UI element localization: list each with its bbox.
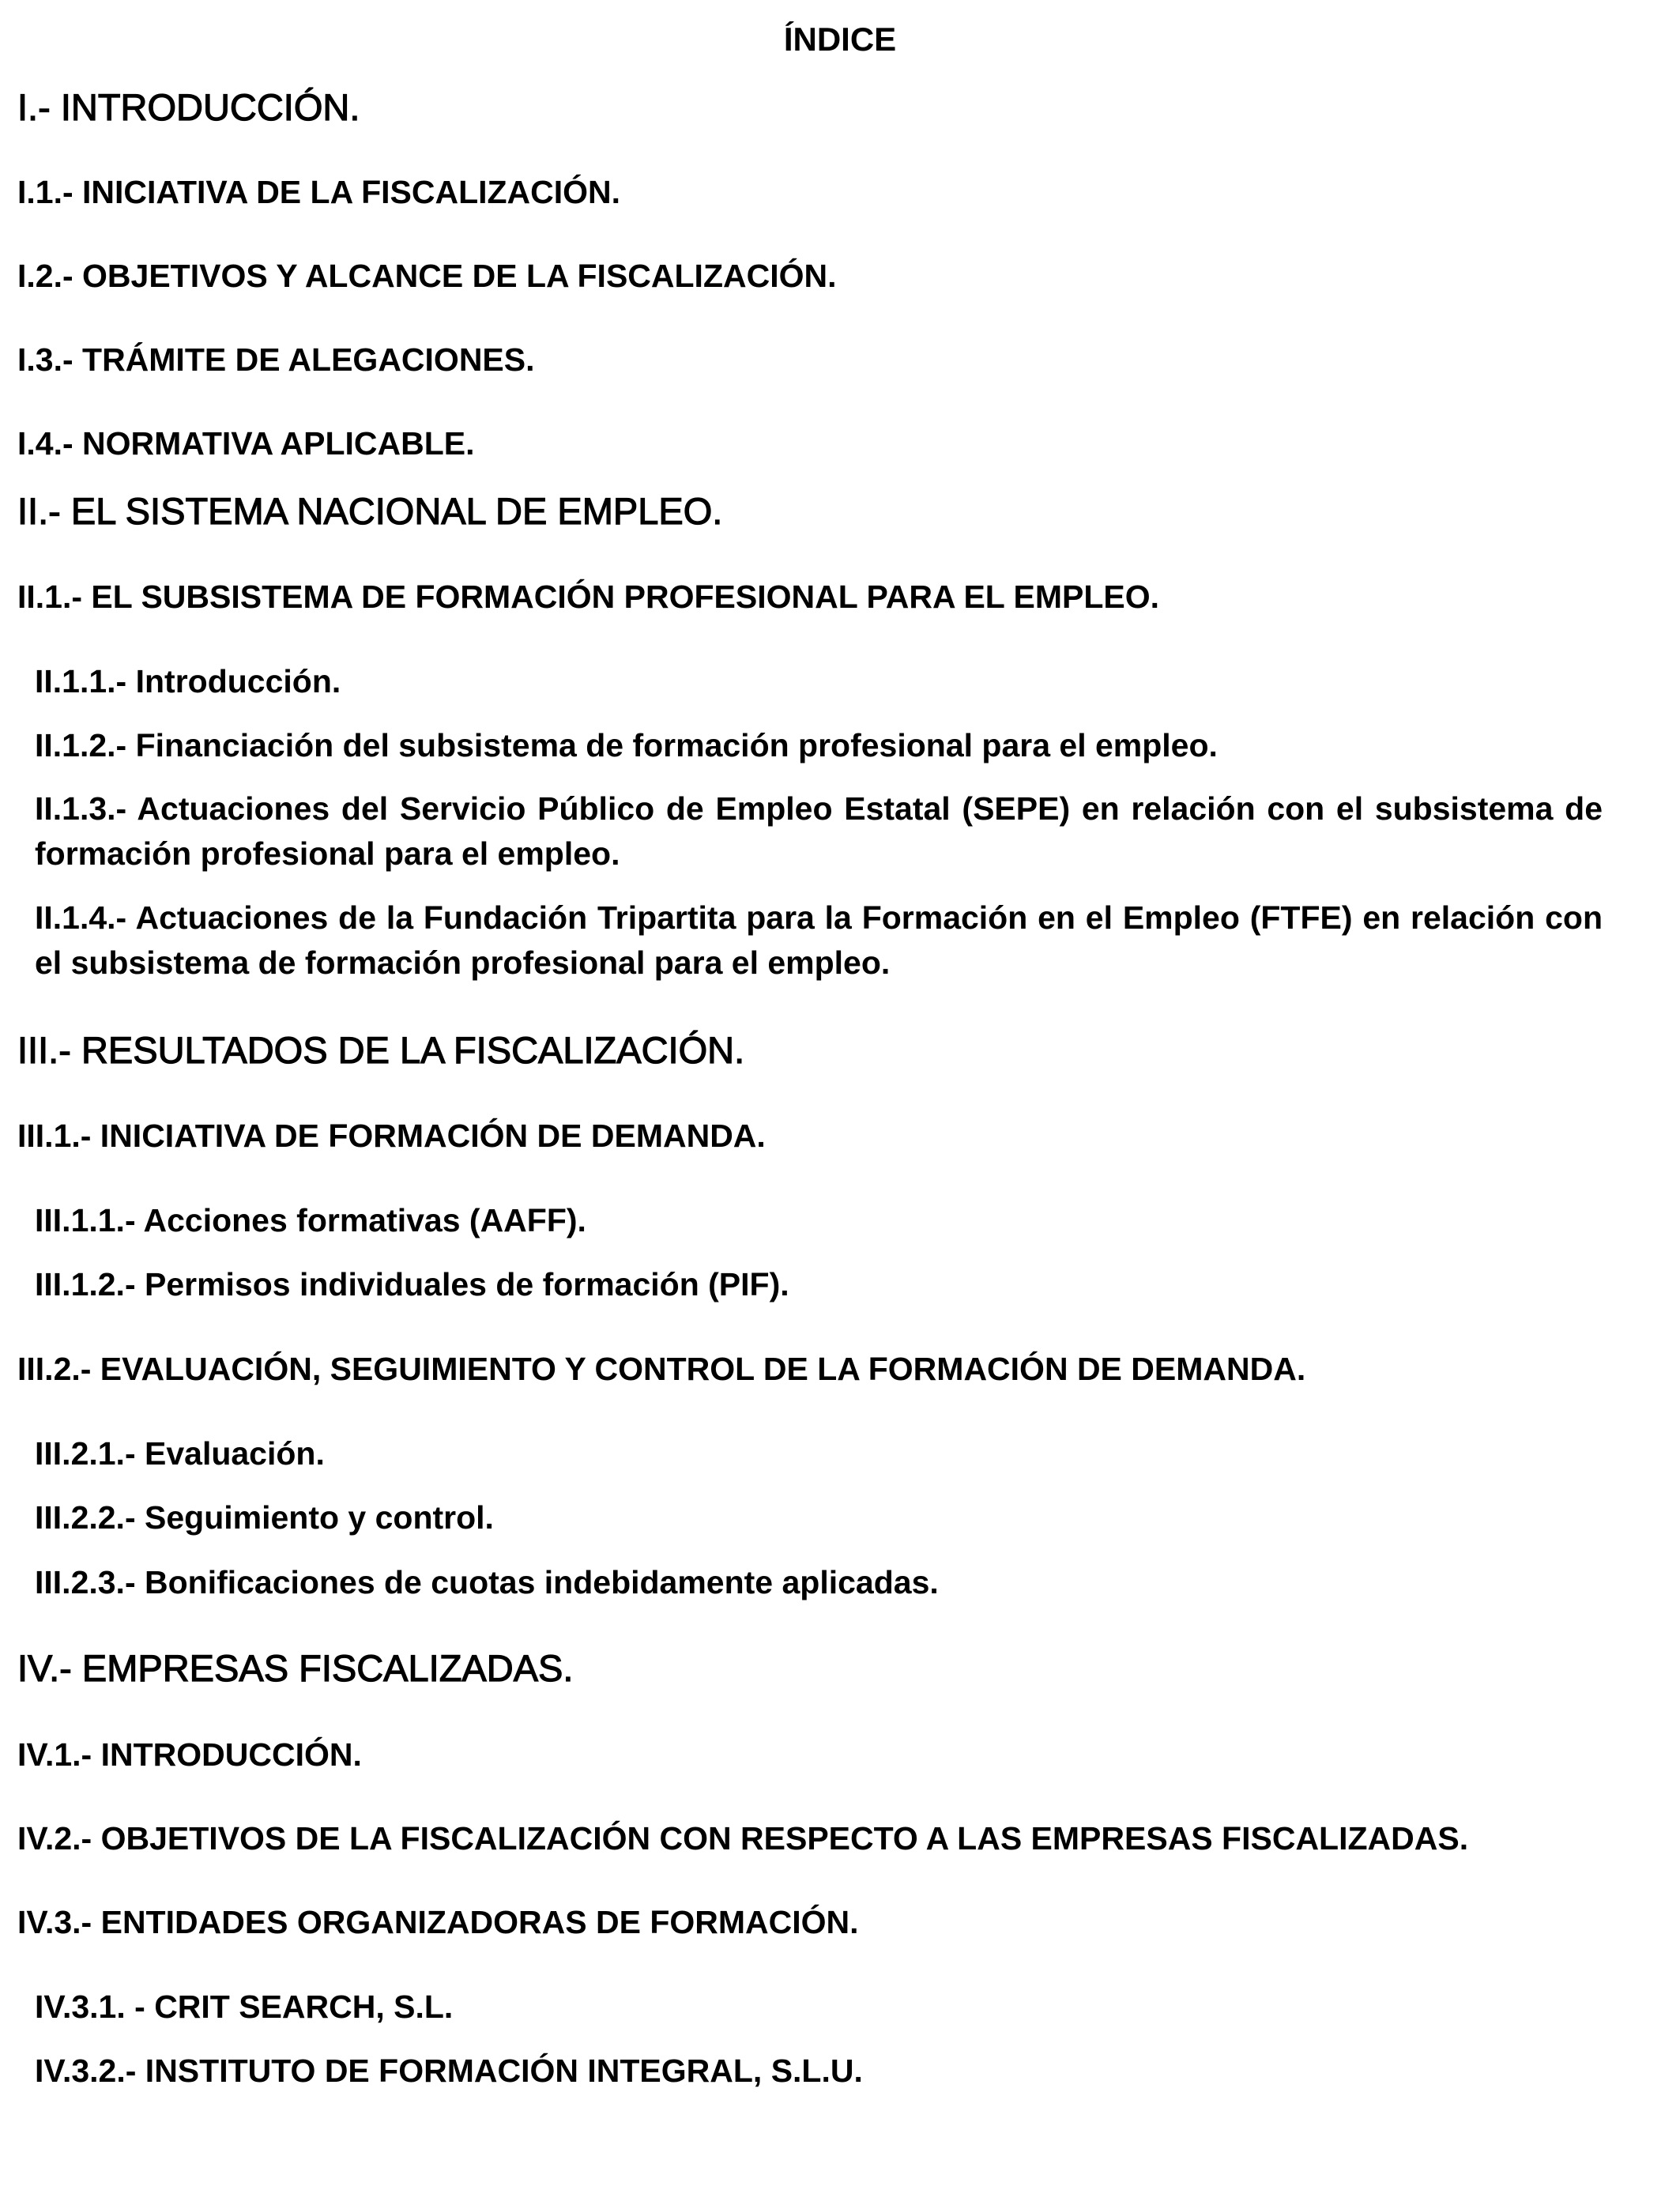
- toc-subsection-entry: I.3.- TRÁMITE DE ALEGACIONES.: [17, 341, 535, 378]
- index-title: ÍNDICE: [783, 21, 897, 58]
- toc-section-heading: III.- RESULTADOS DE LA FISCALIZACIÓN.: [17, 1029, 745, 1071]
- toc-subsection-entry: II.1.- EL SUBSISTEMA DE FORMACIÓN PROFESIONAL PARA EL EMPLEO.: [17, 579, 1160, 615]
- toc-subsection-entry: I.1.- INICIATIVA DE LA FISCALIZACIÓN.: [17, 174, 621, 210]
- toc-item-entry: III.2.2.- Seguimiento y control.: [35, 1499, 494, 1536]
- toc-section-heading: IV.- EMPRESAS FISCALIZADAS.: [17, 1647, 574, 1689]
- toc-section-heading: I.- INTRODUCCIÓN.: [17, 86, 360, 128]
- toc-item-entry: II.1.3.- Actuaciones del Servicio Público de Empleo Estatal (SEPE) en relación con el subsistema de formación profesional para el empleo.: [35, 790, 1603, 872]
- toc-subsection-entry: I.2.- OBJETIVOS Y ALCANCE DE LA FISCALIZACIÓN.: [17, 258, 837, 294]
- toc-item-entry: III.2.3.- Bonificaciones de cuotas indebidamente aplicadas.: [35, 1564, 939, 1600]
- toc-subsection-entry: I.4.- NORMATIVA APLICABLE.: [17, 425, 475, 462]
- toc-item-entry: II.1.4.- Actuaciones de la Fundación Tripartita para la Formación en el Empleo (FTFE) en relación con el subsistema de formación profesional para el empleo.: [35, 899, 1603, 981]
- toc-item-entry: IV.3.2.- INSTITUTO DE FORMACIÓN INTEGRAL, S.L.U.: [35, 2053, 863, 2089]
- toc-item-entry: II.1.2.- Financiación del subsistema de formación profesional para el empleo.: [35, 727, 1218, 763]
- toc-item-entry: III.2.1.- Evaluación.: [35, 1435, 325, 1472]
- toc-item-entry: III.1.2.- Permisos individuales de formación (PIF).: [35, 1266, 789, 1302]
- toc-subsection-entry: III.1.- INICIATIVA DE FORMACIÓN DE DEMANDA.: [17, 1118, 766, 1154]
- toc-subsection-entry: IV.3.- ENTIDADES ORGANIZADORAS DE FORMACIÓN.: [17, 1904, 859, 1940]
- toc-section-heading: II.- EL SISTEMA NACIONAL DE EMPLEO.: [17, 490, 723, 532]
- toc-subsection-entry: IV.1.- INTRODUCCIÓN.: [17, 1736, 362, 1773]
- toc-subsection-entry: IV.2.- OBJETIVOS DE LA FISCALIZACIÓN CON RESPECTO A LAS EMPRESAS FISCALIZADAS.: [17, 1820, 1469, 1857]
- toc-item-entry: IV.3.1. - CRIT SEARCH, S.L.: [35, 1989, 454, 2025]
- toc-subsection-entry: III.2.- EVALUACIÓN, SEGUIMIENTO Y CONTROL DE LA FORMACIÓN DE DEMANDA.: [17, 1351, 1306, 1387]
- toc-item-entry: III.1.1.- Acciones formativas (AAFF).: [35, 1202, 586, 1238]
- toc-item-entry: II.1.1.- Introducción.: [35, 663, 341, 699]
